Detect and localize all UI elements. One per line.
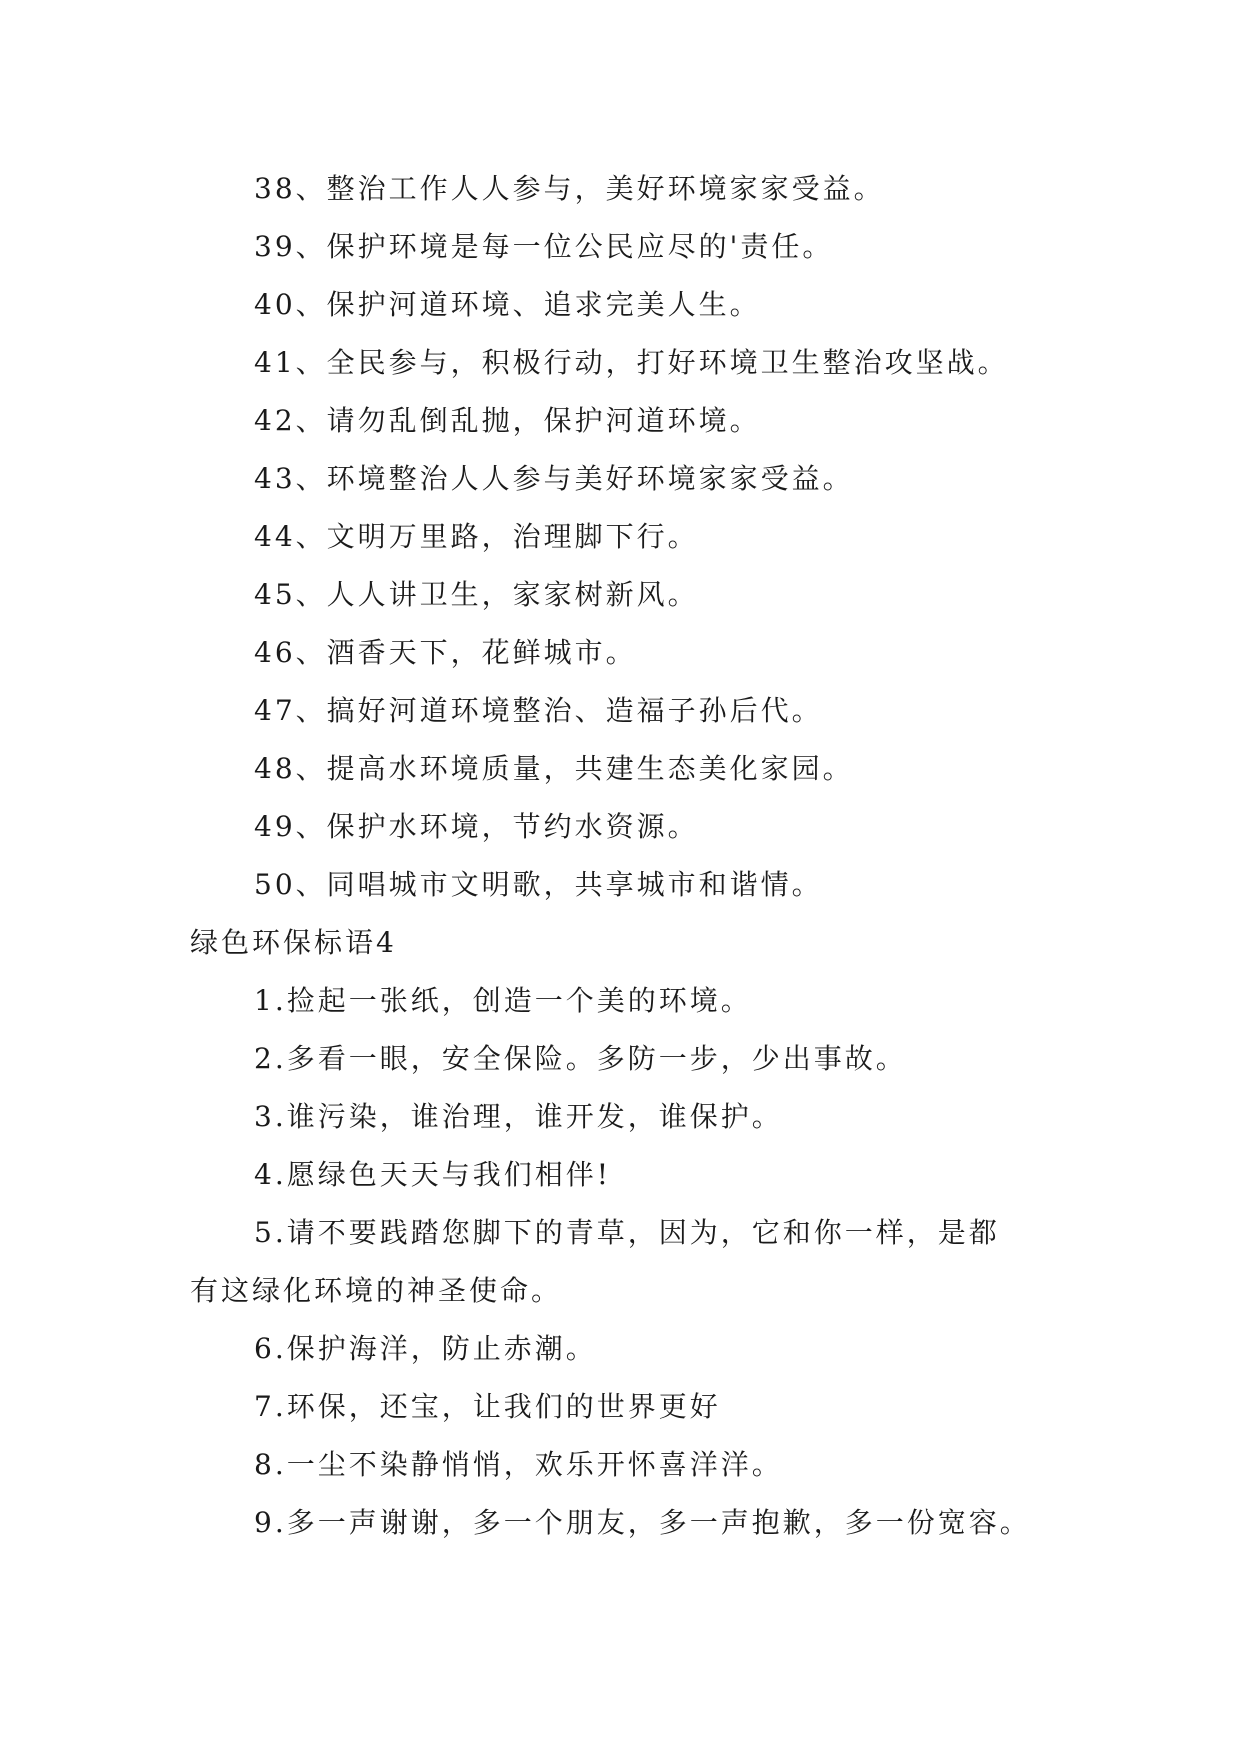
slogan-50: 50、同唱城市文明歌，共享城市和谐情。: [254, 868, 823, 901]
slogan-item-9: 9.多一声谢谢，多一个朋友，多一声抱歉，多一份宽容。: [254, 1506, 1031, 1539]
slogan-item-2: 2.多看一眼，安全保险。多防一步，少出事故。: [254, 1042, 907, 1075]
slogan-44: 44、文明万里路，治理脚下行。: [254, 520, 699, 553]
slogan-item-3: 3.谁污染，谁治理，谁开发，谁保护。: [254, 1100, 783, 1133]
section-heading: 绿色环保标语4: [190, 926, 397, 959]
slogan-39: 39、保护环境是每一位公民应尽的'责任。: [254, 230, 834, 263]
slogan-48: 48、提高水环境质量，共建生态美化家园。: [254, 752, 854, 785]
slogan-item-1: 1.捡起一张纸，创造一个美的环境。: [254, 984, 752, 1017]
slogan-item-8: 8.一尘不染静悄悄，欢乐开怀喜洋洋。: [254, 1448, 783, 1481]
slogan-46: 46、酒香天下，花鲜城市。: [254, 636, 637, 669]
slogan-item-5-line-2: 有这绿化环境的神圣使命。: [190, 1274, 563, 1307]
slogan-45: 45、人人讲卫生，家家树新风。: [254, 578, 699, 611]
slogan-38: 38、整治工作人人参与，美好环境家家受益。: [254, 172, 885, 205]
slogan-42: 42、请勿乱倒乱抛，保护河道环境。: [254, 404, 761, 437]
slogan-item-6: 6.保护海洋，防止赤潮。: [254, 1332, 597, 1365]
slogan-49: 49、保护水环境，节约水资源。: [254, 810, 699, 843]
slogan-41: 41、全民参与，积极行动，打好环境卫生整治攻坚战。: [254, 346, 1009, 379]
slogan-item-7: 7.环保，还宝，让我们的世界更好: [254, 1390, 721, 1423]
slogan-47: 47、搞好河道环境整治、造福子孙后代。: [254, 694, 823, 727]
slogan-item-5-line-1: 5.请不要践踏您脚下的青草，因为，它和你一样，是都: [254, 1216, 1000, 1249]
slogan-40: 40、保护河道环境、追求完美人生。: [254, 288, 761, 321]
slogan-item-4: 4.愿绿色天天与我们相伴!: [254, 1158, 611, 1191]
slogan-43: 43、环境整治人人参与美好环境家家受益。: [254, 462, 854, 495]
document-body: [190, 160, 1070, 1552]
